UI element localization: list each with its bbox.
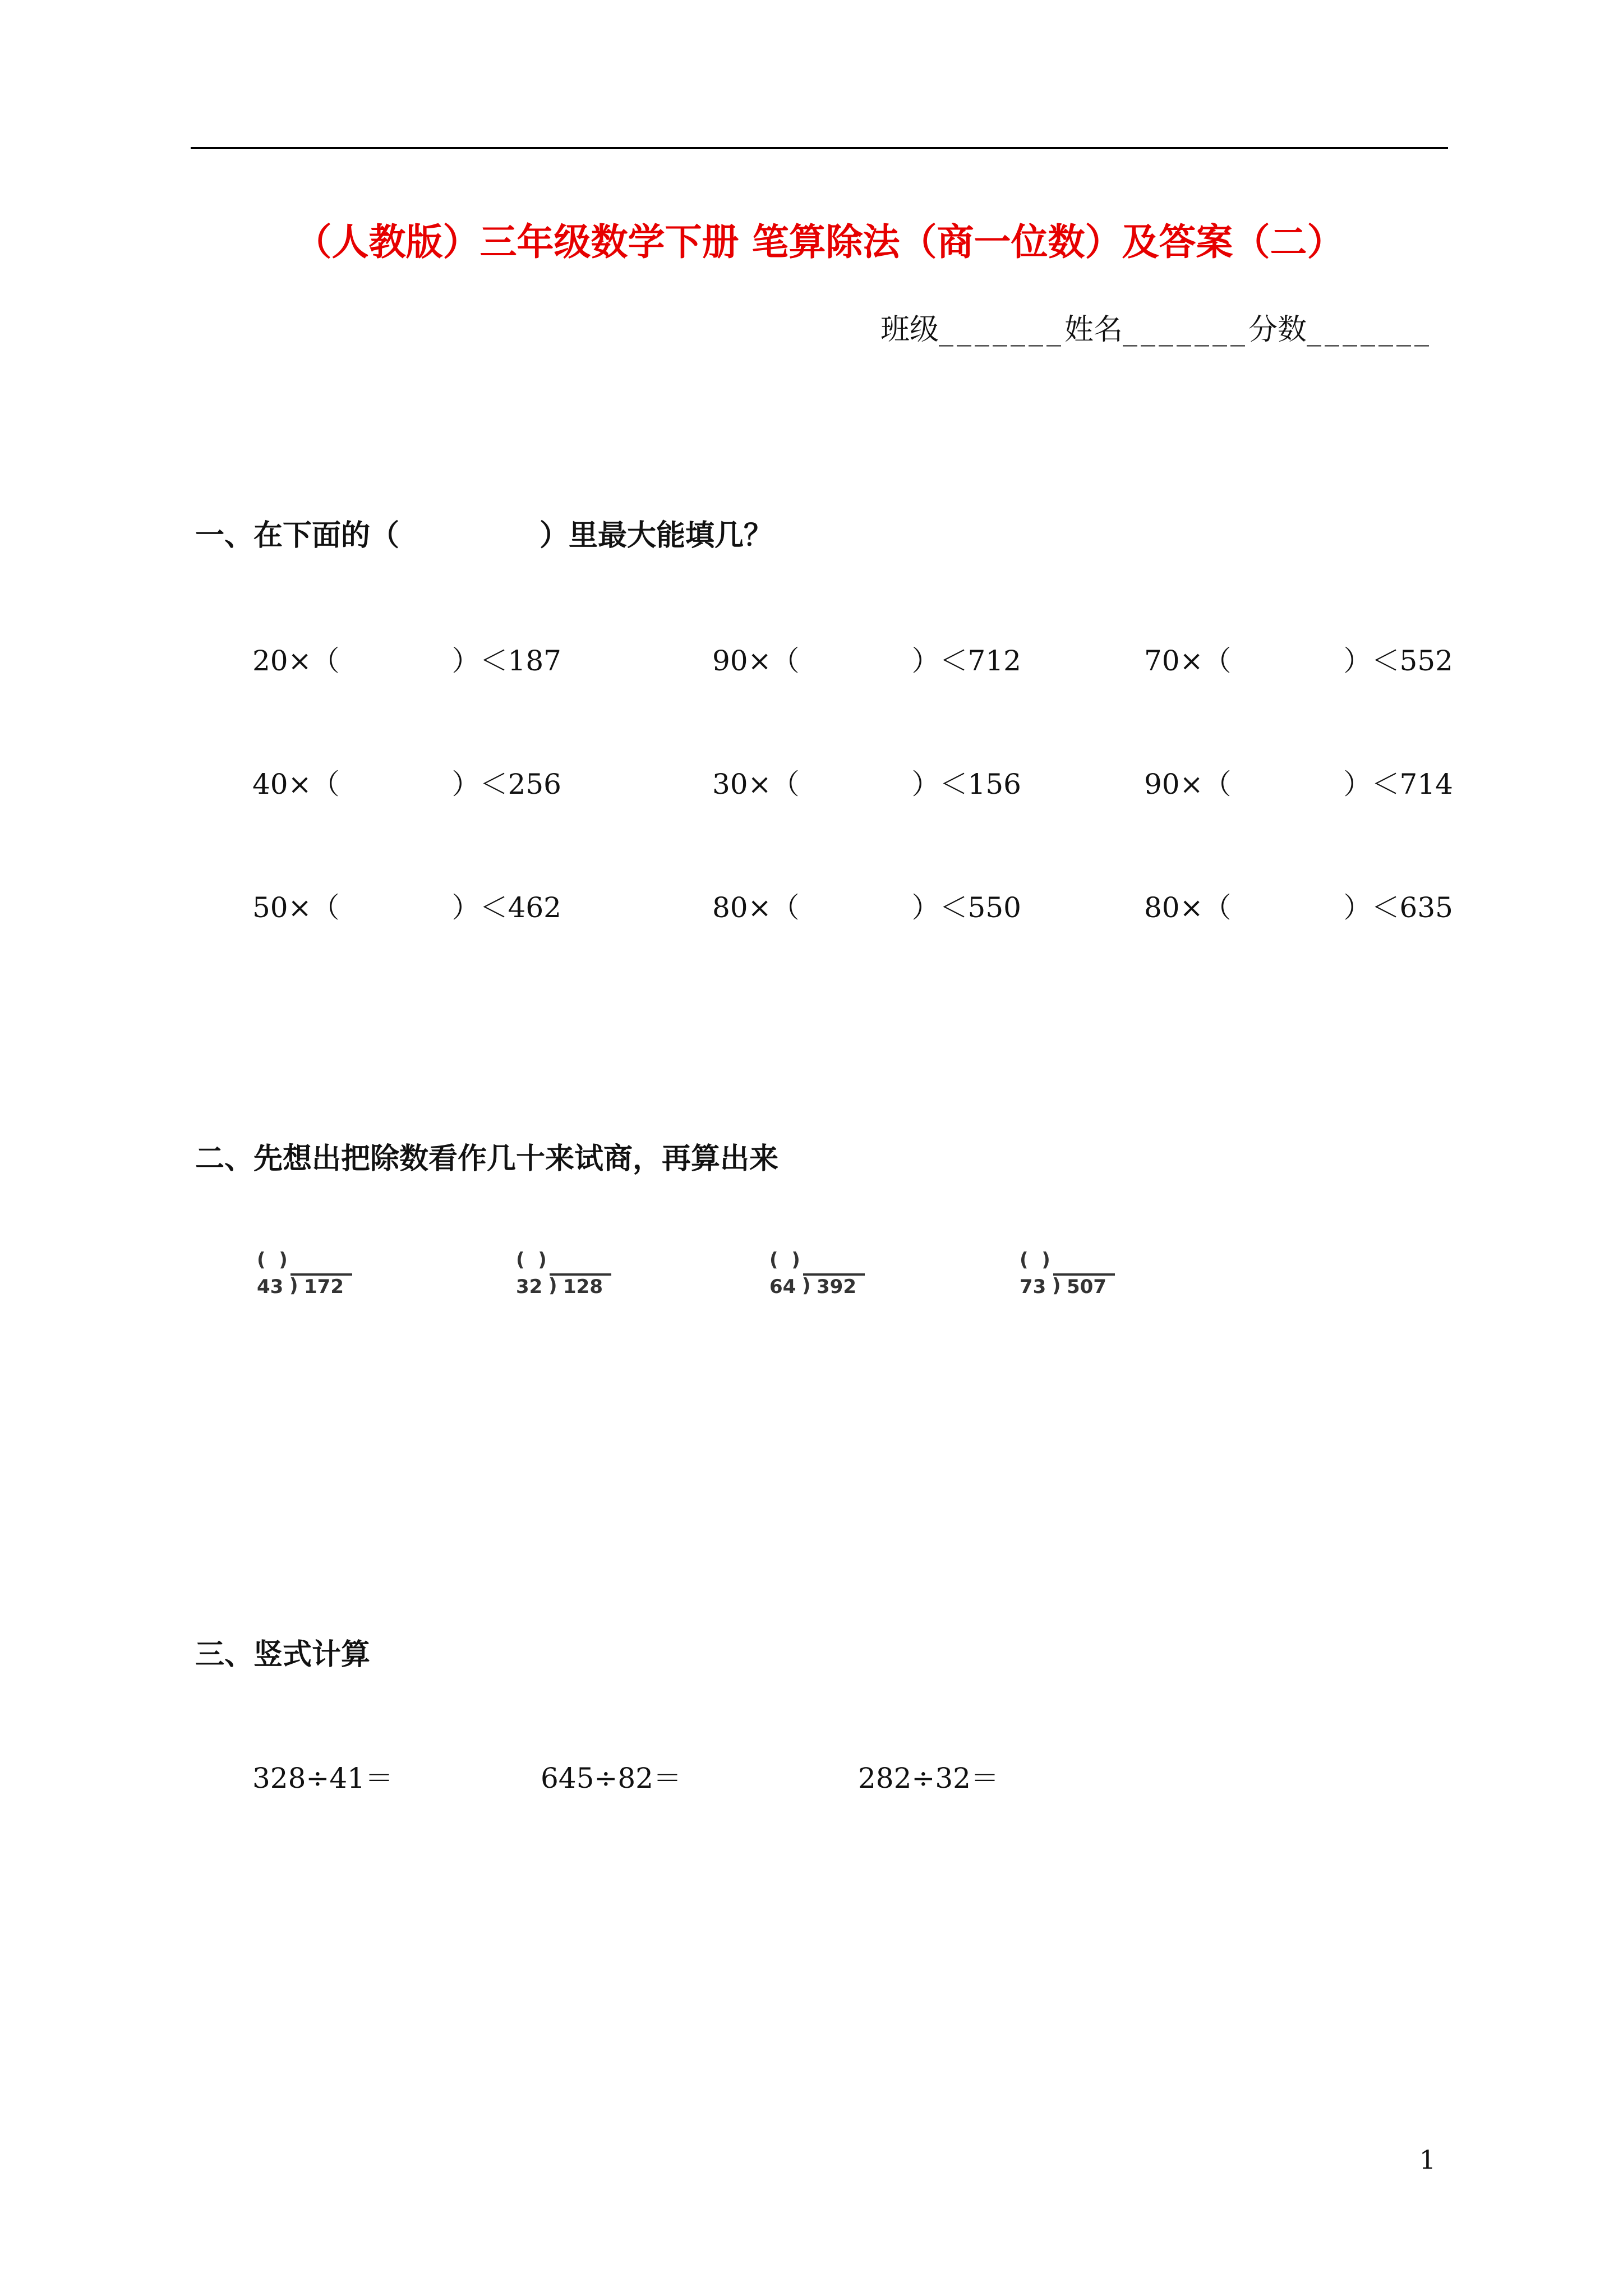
header-rule (191, 147, 1448, 149)
section3-heading: 三、竖式计算 (195, 1638, 371, 1672)
division-bracket: ) (1052, 1274, 1061, 1297)
fill-item-right: ）＜256 (451, 768, 561, 800)
section1-heading-start: 一、在下面的（ (195, 519, 400, 553)
fill-item-right: ）＜462 (451, 891, 561, 924)
fill-item-left: 20×（ (252, 645, 340, 677)
fill-item-left: 80×（ (1144, 891, 1232, 924)
class-blank[interactable]: _______ (938, 313, 1064, 347)
fill-item-left: 40×（ (252, 768, 340, 800)
fill-item-left: 70×（ (1144, 645, 1232, 677)
fill-item-right: ）＜156 (911, 768, 1021, 800)
division-bracket: ) (548, 1274, 557, 1297)
fill-item-right: ）＜714 (1343, 768, 1453, 800)
quotient-blank[interactable]: ( ) (1020, 1249, 1050, 1271)
fill-item (252, 763, 561, 806)
name-blank[interactable]: _______ (1122, 313, 1248, 347)
vertical-calc-item: 645÷82＝ (541, 1762, 681, 1795)
fill-item-left: 90×（ (712, 645, 800, 677)
fill-item (1144, 639, 1453, 682)
dividend: 128 (563, 1276, 603, 1298)
fill-item (712, 763, 1021, 806)
fill-item-left: 50×（ (252, 891, 340, 924)
dividend: 172 (304, 1276, 344, 1298)
division-bracket: ) (802, 1274, 811, 1297)
fill-item (712, 639, 1021, 682)
fill-item-left: 30×（ (712, 768, 800, 800)
page-number: 1 (1419, 2145, 1436, 2175)
divisor: 64 (769, 1276, 796, 1298)
dividend: 392 (817, 1276, 856, 1298)
fill-item-right: ）＜635 (1343, 891, 1453, 924)
class-label: 班级 (880, 313, 939, 347)
vertical-calc-item: 328÷41＝ (252, 1762, 393, 1795)
quotient-blank[interactable]: ( ) (516, 1249, 547, 1271)
quotient-blank[interactable]: ( ) (769, 1249, 800, 1271)
name-label: 姓名 (1064, 313, 1123, 347)
fill-item-left: 90×（ (1144, 768, 1232, 800)
dividend: 507 (1067, 1276, 1106, 1298)
fill-item (1144, 763, 1453, 806)
fill-item (1144, 886, 1453, 929)
divisor: 32 (516, 1276, 543, 1298)
vertical-calc-item: 282÷32＝ (858, 1762, 999, 1795)
score-label: 分数 (1248, 313, 1307, 347)
quotient-blank[interactable]: ( ) (257, 1249, 288, 1271)
division-bracket: ) (289, 1274, 298, 1297)
section1-heading-end: ）里最大能填几？ (540, 519, 773, 553)
fill-item-right: ）＜550 (911, 891, 1021, 924)
fill-item (712, 886, 1021, 929)
fill-item-right: ）＜712 (911, 645, 1021, 677)
fill-item-right: ）＜187 (451, 645, 561, 677)
page-title: （人教版）三年级数学下册 笔算除法（商一位数）及答案（二） (294, 220, 1344, 264)
fill-item (252, 886, 561, 929)
score-blank[interactable]: _______ (1307, 313, 1432, 347)
student-info-line (880, 307, 1432, 352)
fill-item-right: ）＜552 (1343, 645, 1453, 677)
fill-item (252, 639, 561, 682)
divisor: 43 (257, 1276, 284, 1298)
fill-item-left: 80×（ (712, 891, 800, 924)
divisor: 73 (1020, 1276, 1046, 1298)
section1-heading (195, 513, 773, 558)
section2-heading: 二、先想出把除数看作几十来试商，再算出来 (195, 1142, 779, 1176)
